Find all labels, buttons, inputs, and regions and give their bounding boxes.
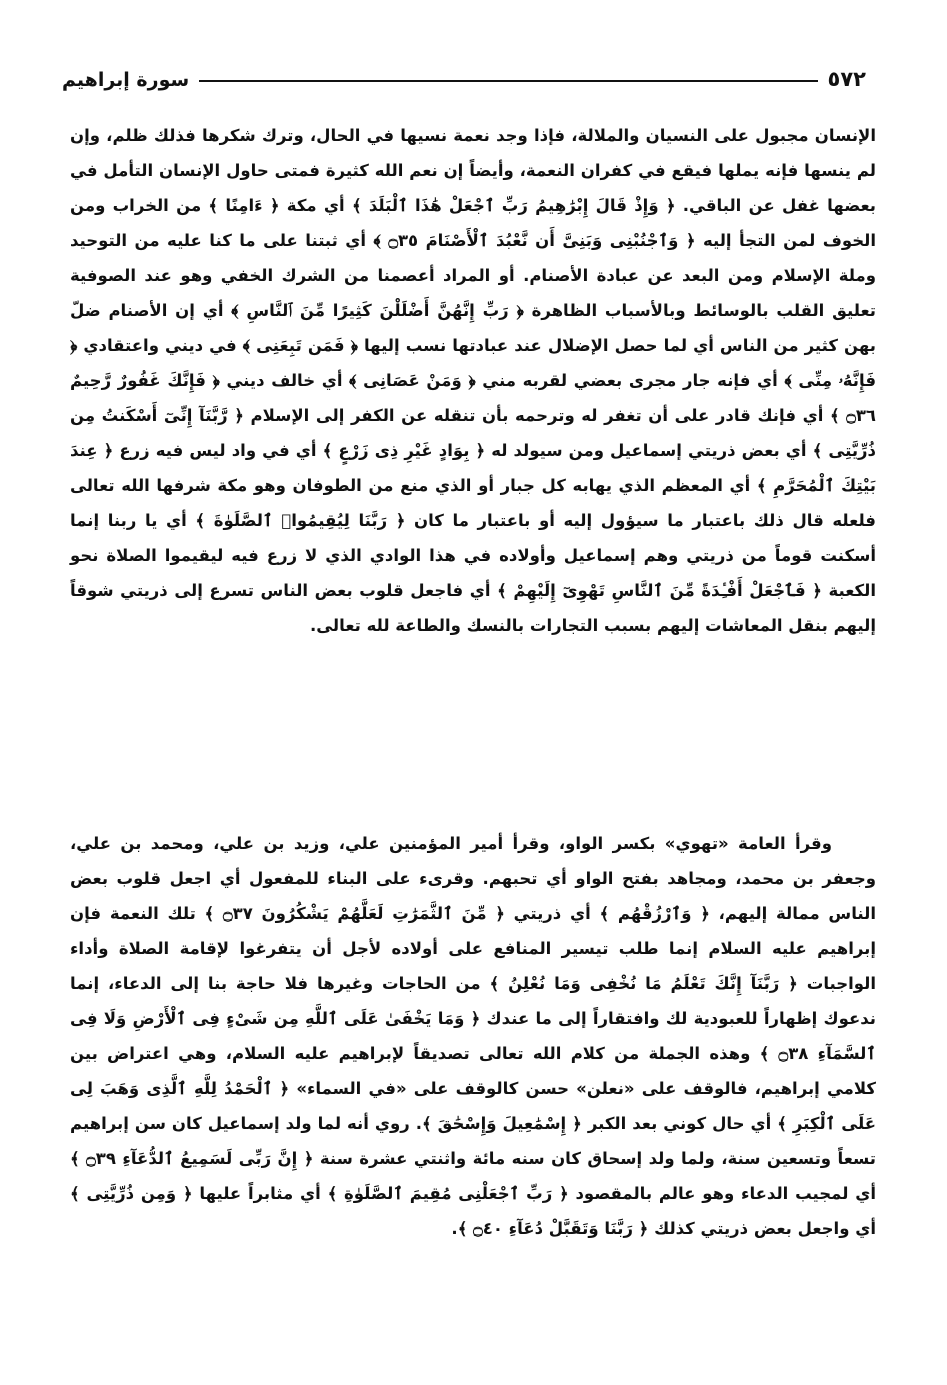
commentary-paragraph-1: الإنسان مجبول على النسيان والملالة، فإذا وجد نعمة نسيها في الحال، وترك شكرها فذلك ظلم، وإن لم ينسها فإنه يملها فيقع في كفران النعمة، وأيضاً إن نعم الله كثيرة فمتى حاول الإنسان التأمل في بعضها غفل عن الباقي. ﴿ وَإِذْ قَالَ إِبْرَٰهِيمُ رَبِّ ٱجْعَلْ هَٰذَا ٱلْبَلَدَ ﴾ أي مكة ﴿ ءَامِنًا ﴾ من الخراب ومن الخوف لمن التجأ إليه ﴿ وَٱجْنُبْنِى وَبَنِىَّ أَن نَّعْبُدَ ٱلْأَصْنَامَ ۝٣٥ ﴾ أي ثبتنا على ما كنا عليه من التوحيد وملة الإسلام ومن البعد عن عبادة الأصنام. أو المراد أعصمنا من الشرك الخفي وهو عند الصوفية تعليق القلب بالوسائط وبالأسباب الظاهرة ﴿ رَبِّ إِنَّهُنَّ أَضْلَلْنَ كَثِيرًا مِّنَ ٱلنَّاسِ ﴾ أي إن الأصنام ضلّ بهن كثير من الناس أي لما حصل الإضلال عند عبادتها نسب إليها ﴿ فَمَن تَبِعَنِى ﴾ في ديني واعتقادي ﴿ فَإِنَّهُۥ مِنِّى ﴾ أي فإنه جار مجرى بعضي لقربه مني ﴿ وَمَنْ عَصَانِى ﴾ أي خالف ديني ﴿ فَإِنَّكَ غَفُورٌ رَّحِيمٌ ۝٣٦ ﴾ أي فإنك قادر على أن تغفر له وترحمه بأن تنقله عن الكفر إلى الإسلام ﴿ رَّبَّنَآ إِنِّىٓ أَسْكَنتُ مِن ذُرِّيَّتِى ﴾ أي بعض ذريتي إسماعيل ومن سيولد له ﴿ بِوَادٍ غَيْرِ ذِى زَرْعٍ ﴾ أي في واد ليس فيه زرع ﴿ عِندَ بَيْتِكَ ٱلْمُحَرَّمِ ﴾ أي المعظم الذي يهابه كل جبار أو الذي منع من الطوفان وهو مكة شرفها الله تعالى فلعله قال ذلك باعتبار ما سيؤول إليه أو باعتبار ما كان ﴿ رَبَّنَا لِيُقِيمُوا۟ ٱلصَّلَوٰةَ ﴾ أي يا ربنا إنما أسكنت قوماً من ذريتي وهم إسماعيل وأولاده في هذا الوادي الذي لا زرع فيه ليقيموا الصلاة نحو الكعبة ﴿ فَٱجْعَلْ أَفْـِٔدَةً مِّنَ ٱلنَّاسِ تَهْوِىٓ إِلَيْهِمْ ﴾ أي فاجعل قلوب بعض الناس تسرع إلى ذريتي شوقاً إليهم بنقل المعاشات إليهم بسبب التجارات بالنسك والطاعة لله تعالى. xyxy=(70,126,876,635)
commentary-paragraph-2: وقرأ العامة «تهوي» بكسر الواو، وقرأ أمير المؤمنين علي، وزيد بن علي، ومحمد بن علي، وجعفر بن محمد، ومجاهد بفتح الواو أي تحبهم. وقرىء على البناء للمفعول أي اجعل قلوب بعض الناس ممالة إليهم، ﴿ وَٱرْزُقْهُم ﴾ أي ذريتي ﴿ مِّنَ ٱلثَّمَرَٰتِ لَعَلَّهُمْ يَشْكُرُونَ ۝٣٧ ﴾ تلك النعمة فإن إبراهيم عليه السلام إنما طلب تيسير المنافع على أولاده لأجل أن يتفرغوا لإقامة الصلاة وأداء الواجبات ﴿ رَبَّنَآ إِنَّكَ تَعْلَمُ مَا نُخْفِى وَمَا نُعْلِنُ ﴾ من الحاجات وغيرها فلا حاجة بنا إلى الدعاء، إنما ندعوك إظهاراً للعبودية لك وافتقاراً إلى ما عندك ﴿ وَمَا يَخْفَىٰ عَلَى ٱللَّهِ مِن شَىْءٍ فِى ٱلْأَرْضِ وَلَا فِى ٱلسَّمَآءِ ۝٣٨ ﴾ وهذه الجملة من كلام الله تعالى تصديقاً لإبراهيم عليه السلام، وهي اعتراض بين كلامي إبراهيم، فالوقف على «نعلن» حسن كالوقف على «في السماء» ﴿ ٱلْحَمْدُ لِلَّهِ ٱلَّذِى وَهَبَ لِى عَلَى ٱلْكِبَرِ ﴾ أي حال كوني بعد الكبر ﴿ إِسْمَٰعِيلَ وَإِسْحَٰقَ ﴾. روي أنه لما ولد إسماعيل كان سن إبراهيم تسعاً وتسعين سنة، ولما ولد إسحاق كان سنه مائة واثنتي عشرة سنة ﴿ إِنَّ رَبِّى لَسَمِيعُ ٱلدُّعَآءِ ۝٣٩ ﴾ أي لمجيب الدعاء وهو عالم بالمقصود ﴿ رَبِّ ٱجْعَلْنِى مُقِيمَ ٱلصَّلَوٰةِ ﴾ أي مثابراً عليها ﴿ وَمِن ذُرِّيَّتِى ﴾ أي واجعل بعض ذريتي كذلك ﴿ رَبَّنَا وَتَقَبَّلْ دُعَآءِ ۝٤٠ ﴾. xyxy=(70,834,876,1238)
page-number: ٥٧٢ xyxy=(827,67,866,91)
header-rule xyxy=(199,80,817,82)
surah-title: سورة إبراهيم xyxy=(62,69,190,91)
running-header xyxy=(62,60,866,94)
commentary-block-2 xyxy=(70,826,876,1246)
commentary-block-1 xyxy=(70,118,876,643)
